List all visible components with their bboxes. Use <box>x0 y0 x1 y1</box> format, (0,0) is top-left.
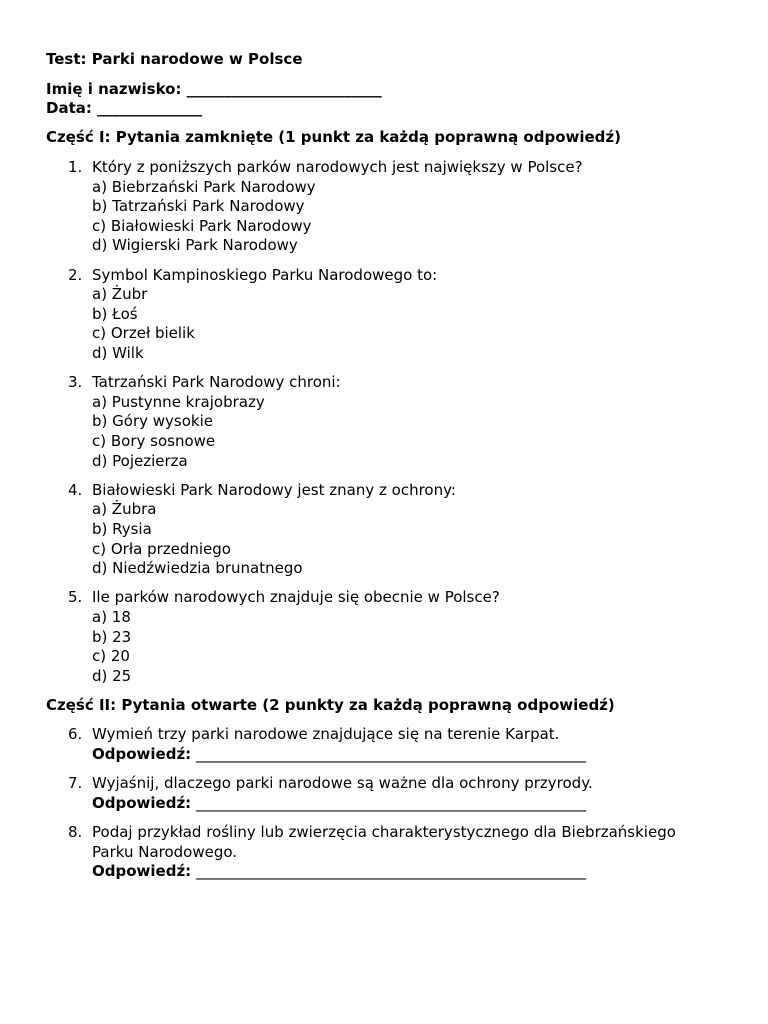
answer-option[interactable]: d) Pojezierza <box>92 452 188 470</box>
answer-option[interactable]: b) Góry wysokie <box>92 412 213 430</box>
question-text: Ile parków narodowych znajduje się obecnie w Polsce? <box>92 588 500 606</box>
question-number: 4. <box>68 481 83 499</box>
question-text: Wymień trzy parki narodowe znajdujące się na terenie Karpat. <box>92 725 560 743</box>
section-1-heading: Część I: Pytania zamknięte (1 punkt za każdą poprawną odpowiedź) <box>46 128 622 146</box>
answer-option[interactable]: a) Żubra <box>92 500 157 518</box>
answer-option[interactable]: a) Biebrzański Park Narodowy <box>92 178 316 196</box>
question-text-continued: Parku Narodowego. <box>92 843 238 861</box>
question-text: Wyjaśnij, dlaczego parki narodowe są ważne dla ochrony przyrody. <box>92 774 593 792</box>
answer-label: Odpowiedź: <box>92 794 192 812</box>
question-number: 6. <box>68 725 83 743</box>
answer-option[interactable]: d) Niedźwiedzia brunatnego <box>92 559 303 577</box>
answer-option[interactable]: c) Białowieski Park Narodowy <box>92 217 312 235</box>
question-number: 7. <box>68 774 83 792</box>
answer-option[interactable]: a) Pustynne krajobrazy <box>92 393 265 411</box>
answer-label: Odpowiedź: <box>92 862 192 880</box>
question-text: Podaj przykład rośliny lub zwierzęcia charakterystycznego dla Biebrzańskiego <box>92 823 676 841</box>
answer-option[interactable]: d) Wilk <box>92 344 144 362</box>
answer-line[interactable] <box>92 794 586 814</box>
answer-option[interactable]: c) Bory sosnowe <box>92 432 216 450</box>
test-title: Test: Parki narodowe w Polsce <box>46 50 303 68</box>
question-text: Symbol Kampinoskiego Parku Narodowego to: <box>92 266 438 284</box>
answer-blank[interactable]: ____________________________________________________ <box>195 745 586 763</box>
question-number: 2. <box>68 266 83 284</box>
answer-option[interactable]: b) 23 <box>92 628 132 646</box>
question-number: 8. <box>68 823 83 841</box>
question-text: Białowieski Park Narodowy jest znany z ochrony: <box>92 481 456 499</box>
answer-option[interactable]: b) Łoś <box>92 305 138 323</box>
answer-line[interactable] <box>92 745 586 765</box>
section-2-heading: Część II: Pytania otwarte (2 punkty za każdą poprawną odpowiedź) <box>46 696 615 714</box>
answer-option[interactable]: c) 20 <box>92 647 130 665</box>
question-text: Który z poniższych parków narodowych jest największy w Polsce? <box>92 158 583 176</box>
answer-line[interactable] <box>92 862 586 882</box>
name-field[interactable]: Imię i nazwisko: __________________________ <box>46 80 382 98</box>
question-text: Tatrzański Park Narodowy chroni: <box>92 373 341 391</box>
answer-option[interactable]: a) Żubr <box>92 285 148 303</box>
answer-option[interactable]: b) Rysia <box>92 520 152 538</box>
answer-option[interactable]: d) 25 <box>92 667 132 685</box>
question-number: 3. <box>68 373 83 391</box>
date-field[interactable]: Data: ______________ <box>46 99 203 117</box>
answer-blank[interactable]: ____________________________________________________ <box>195 794 586 812</box>
answer-option[interactable]: b) Tatrzański Park Narodowy <box>92 197 305 215</box>
question-number: 1. <box>68 158 83 176</box>
question-number: 5. <box>68 588 83 606</box>
answer-option[interactable]: c) Orzeł bielik <box>92 324 195 342</box>
answer-option[interactable]: d) Wigierski Park Narodowy <box>92 236 298 254</box>
answer-option[interactable]: a) 18 <box>92 608 131 626</box>
answer-option[interactable]: c) Orła przedniego <box>92 540 231 558</box>
answer-blank[interactable]: ____________________________________________________ <box>195 862 586 880</box>
answer-label: Odpowiedź: <box>92 745 192 763</box>
